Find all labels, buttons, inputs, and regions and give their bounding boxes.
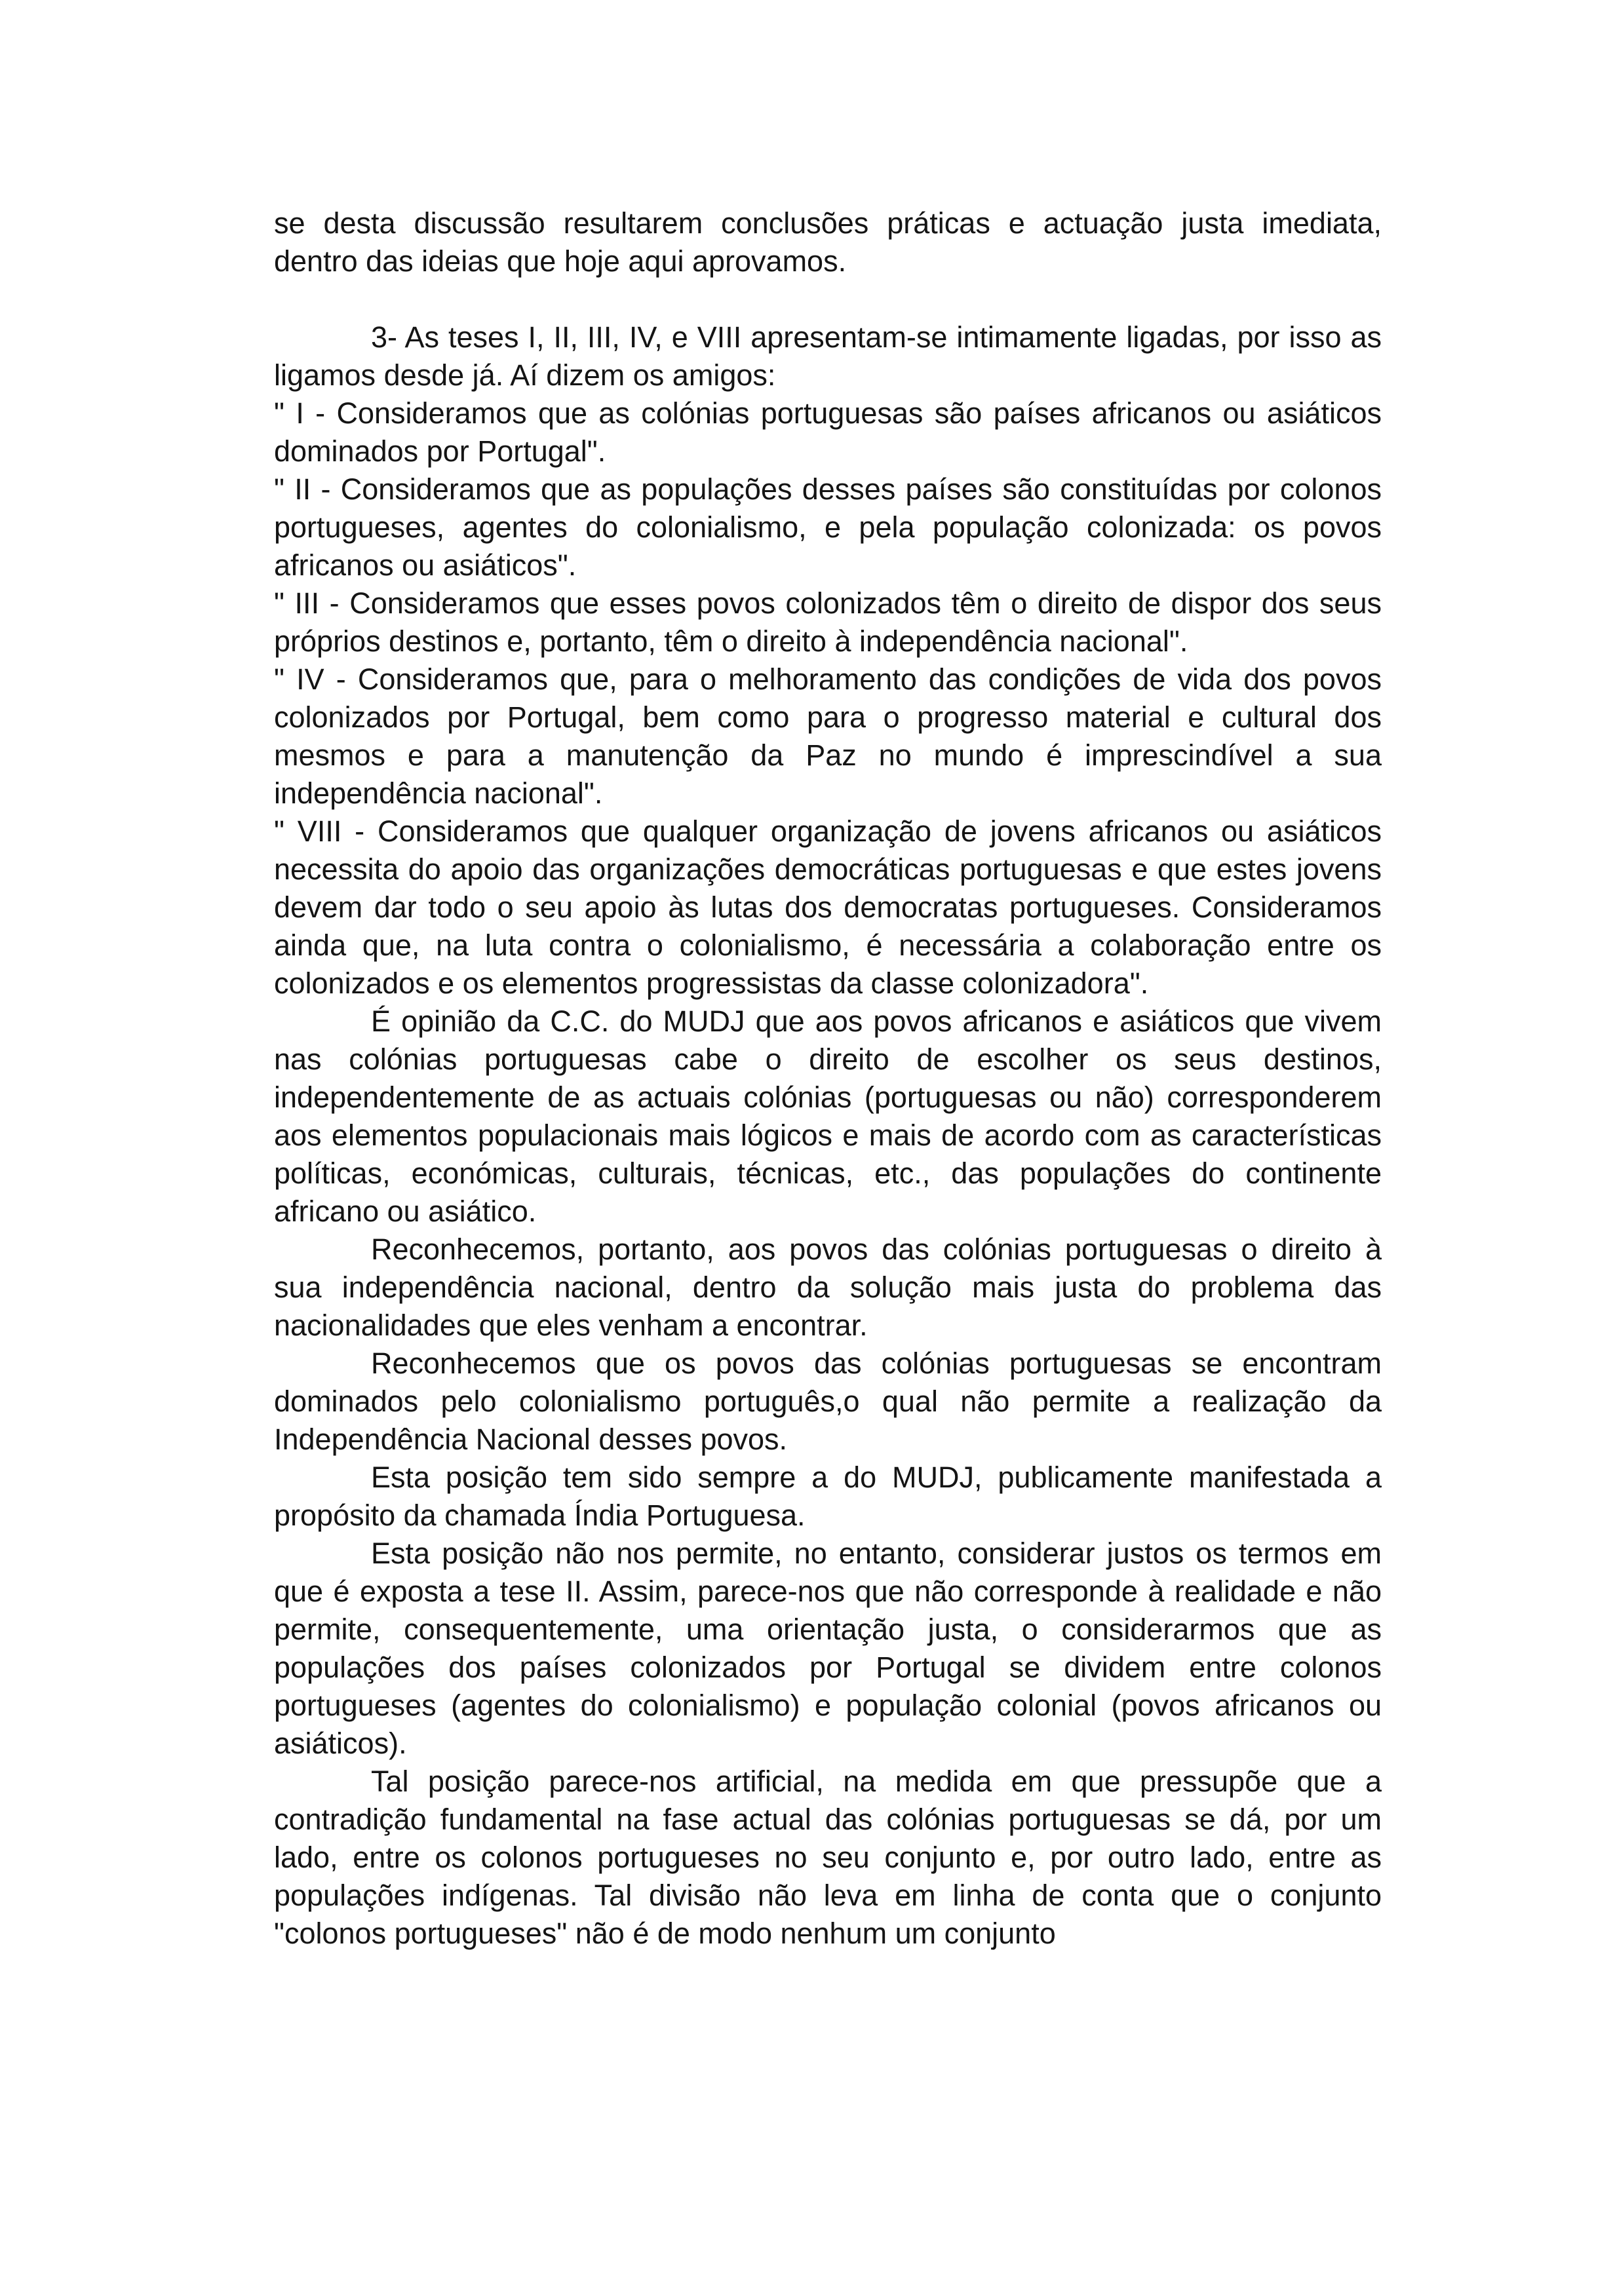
paragraph-recognition-independence: Reconhecemos, portanto, aos povos das colónias portuguesas o direito à sua independência nacional, dentro da solução mais justa do problema das nacionalidades que eles venham a encontrar. xyxy=(274,1233,1382,1342)
quote-thesis-3: " III - Consideramos que esses povos colonizados têm o direito de dispor dos seus próprios destinos e, portanto, têm o direito à independência nacional". xyxy=(274,586,1382,658)
paragraph-recognition-domination: Reconhecemos que os povos das colónias portuguesas se encontram dominados pelo colonialismo português,o qual não permite a realização da Independência Nacional desses povos. xyxy=(274,1347,1382,1456)
quote-thesis-8: " VIII - Consideramos que qualquer organização de jovens africanos ou asiáticos necessita do apoio das organizações democráticas portuguesas e que estes jovens devem dar todo o seu apoio às lutas dos democratas portugueses. Consideramos ainda que, na luta contra o colonialismo, é necessária a colaboração entre os colonizados e os elementos progressistas da classe colonizadora". xyxy=(274,814,1382,1000)
paragraph-continuation: se desta discussão resultarem conclusões práticas e actuação justa imediata, dentro das ideias que hoje aqui aprovamos. xyxy=(274,206,1382,278)
paragraph-critique-thesis-2: Esta posição não nos permite, no entanto, considerar justos os termos em que é exposta a tese II. Assim, parece-nos que não corresponde à realidade e não permite, consequentemente, uma orientação justa, o considerarmos que as populações dos países colonizados por Portugal se dividem entre colonos portugueses (agentes do colonialismo) e população colonial (povos africanos ou asiáticos). xyxy=(274,1537,1382,1760)
paragraph-section-3-intro: 3- As teses I, II, III, IV, e VIII apresentam-se intimamente ligadas, por isso as ligamos desde já. Aí dizem os amigos: xyxy=(274,320,1382,392)
quote-thesis-1: " I - Consideramos que as colónias portuguesas são países africanos ou asiáticos dominados por Portugal". xyxy=(274,396,1382,468)
document-body xyxy=(274,204,1382,1953)
paragraph-opinion-mudj: É opinião da C.C. do MUDJ que aos povos africanos e asiáticos que vivem nas colónias portuguesas cabe o direito de escolher os seus destinos, independentemente de as actuais colónias (portuguesas ou não) corresponderem aos elementos populacionais mais lógicos e mais de acordo com as características políticas, económicas, culturais, técnicas, etc., das populações do continente africano ou asiático. xyxy=(274,1004,1382,1228)
quote-thesis-2: " II - Consideramos que as populações desses países são constituídas por colonos portugueses, agentes do colonialismo, e pela população colonizada: os povos africanos ou asiáticos". xyxy=(274,472,1382,582)
paragraph-artificial-position: Tal posição parece-nos artificial, na medida em que pressupõe que a contradição fundamental na fase actual das colónias portuguesas se dá, por um lado, entre os colonos portugueses no seu conjunto e, por outro lado, entre as populações indígenas. Tal divisão não leva em linha de conta que o conjunto "colonos portugueses" não é de modo nenhum um conjunto xyxy=(274,1765,1382,1950)
quote-thesis-4: " IV - Consideramos que, para o melhoramento das condições de vida dos povos colonizados por Portugal, bem como para o progresso material e cultural dos mesmos e para a manutenção da Paz no mundo é imprescindível a sua independência nacional". xyxy=(274,662,1382,810)
paragraph-position-india: Esta posição tem sido sempre a do MUDJ, publicamente manifestada a propósito da chamada Índia Portuguesa. xyxy=(274,1461,1382,1532)
